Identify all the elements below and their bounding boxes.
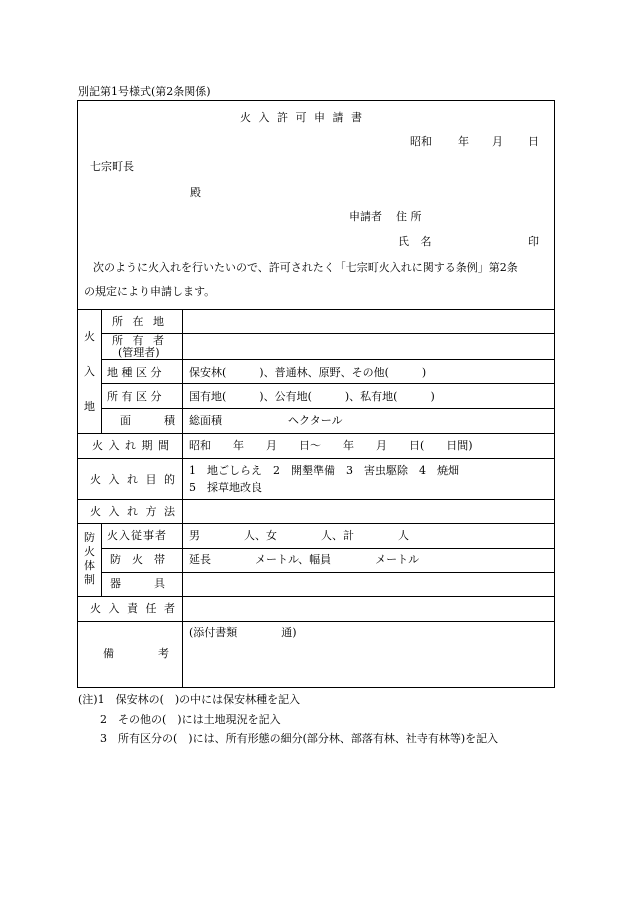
firebreak-label: 防 火 帯 bbox=[110, 553, 165, 566]
note-2: 2 その他の( )には土地現況を記入 bbox=[100, 713, 281, 726]
ownership-value: 国有地( )、公有地( )、私有地( ) bbox=[189, 390, 435, 403]
equipment-label: 器 具 bbox=[110, 577, 165, 590]
rule bbox=[101, 408, 555, 409]
rule bbox=[101, 383, 555, 384]
land-group-char: 火 bbox=[84, 330, 95, 343]
purpose-line-1: 1 地ごしらえ 2 開墾準備 3 害虫駆除 4 焼畑 bbox=[189, 464, 459, 477]
label-value-divider bbox=[182, 309, 183, 688]
area-value: 総面積 ヘクタール bbox=[189, 414, 343, 427]
applicant-label: 申請者 bbox=[349, 210, 382, 223]
remarks-label: 備 考 bbox=[103, 647, 169, 660]
form-caption: 別記第1号様式(第2条関係) bbox=[78, 85, 211, 98]
rule bbox=[78, 596, 555, 597]
fire-group-char: 制 bbox=[84, 573, 95, 586]
rule bbox=[78, 433, 555, 434]
rule bbox=[78, 523, 555, 524]
land-type-label: 地 種 区 分 bbox=[107, 366, 162, 379]
land-type-value: 保安林( )、普通林、原野、その他( ) bbox=[189, 366, 427, 379]
area-label: 面 積 bbox=[120, 414, 175, 427]
date-year: 年 bbox=[458, 135, 469, 148]
land-group-char: 地 bbox=[84, 400, 95, 413]
workers-label: 火入従事者 bbox=[107, 529, 167, 542]
applicant-name-label: 氏 名 bbox=[398, 235, 436, 248]
manager-label: (管理者) bbox=[118, 346, 160, 359]
location-label: 所 在 地 bbox=[112, 315, 167, 328]
purpose-line-2: 5 採草地改良 bbox=[189, 481, 262, 494]
fire-group-char: 火 bbox=[84, 545, 95, 558]
rule bbox=[101, 359, 555, 360]
responsible-label: 火 入 責 任 者 bbox=[90, 602, 177, 615]
note-3: 3 所有区分の( )には、所有形態の細分(部分林、部落有林、社寺有林等)を記入 bbox=[100, 732, 499, 745]
addressee: 七宗町長 bbox=[90, 160, 134, 173]
form-title: 火 入 許 可 申 請 書 bbox=[240, 111, 364, 124]
period-value: 昭和 年 月 日〜 年 月 日( 日間) bbox=[189, 439, 473, 452]
applicant-address-label: 住 所 bbox=[396, 210, 422, 223]
rule bbox=[101, 333, 555, 334]
rule bbox=[101, 548, 555, 549]
seal-mark: 印 bbox=[528, 235, 539, 248]
group-divider bbox=[101, 523, 102, 596]
purpose-label: 火 入 れ 目 的 bbox=[90, 473, 177, 486]
rule bbox=[78, 458, 555, 459]
date-month: 月 bbox=[492, 135, 503, 148]
date-era: 昭和 bbox=[410, 135, 432, 148]
rule bbox=[101, 572, 555, 573]
body-line-2: の規定により申請します。 bbox=[84, 285, 216, 298]
land-group-char: 入 bbox=[84, 365, 95, 378]
workers-value: 男 人、女 人、計 人 bbox=[189, 529, 409, 542]
method-label: 火 入 れ 方 法 bbox=[90, 505, 177, 518]
body-line-1: 次のように火入れを行いたいので、許可されたく「七宗町火入れに関する条例」第2条 bbox=[93, 261, 518, 274]
fire-group-char: 防 bbox=[84, 531, 95, 544]
ownership-label: 所 有 区 分 bbox=[107, 390, 162, 403]
owner-label: 所 有 者 bbox=[112, 334, 167, 347]
table-top-rule bbox=[78, 309, 555, 310]
group-divider bbox=[101, 309, 102, 433]
rule bbox=[78, 621, 555, 622]
fire-group-char: 体 bbox=[84, 559, 95, 572]
firebreak-value: 延長 メートル、幅員 メートル bbox=[189, 553, 420, 566]
note-1: (注)1 保安林の( )の中には保安林種を記入 bbox=[78, 693, 301, 706]
rule bbox=[78, 499, 555, 500]
remarks-value: (添付書類 通) bbox=[189, 626, 297, 639]
date-day: 日 bbox=[528, 135, 539, 148]
period-label: 火 入 れ 期 間 bbox=[92, 439, 170, 452]
honorific: 殿 bbox=[190, 186, 201, 199]
